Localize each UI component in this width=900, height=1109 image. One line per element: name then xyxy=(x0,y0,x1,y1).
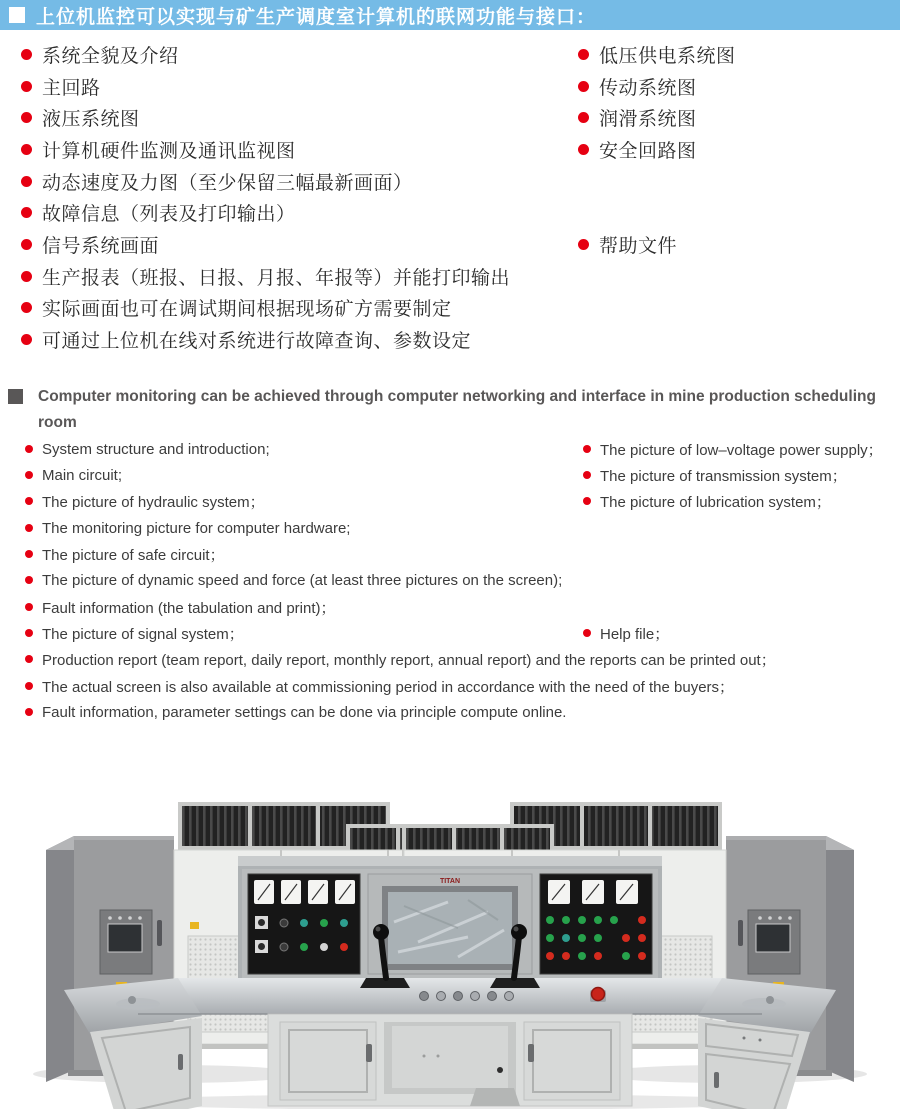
bullet-icon xyxy=(25,655,33,663)
en-list-item: The monitoring picture for computer hardware; xyxy=(25,515,350,541)
bullet-icon xyxy=(21,302,32,313)
bullet-icon xyxy=(25,576,33,584)
cn-list-item: 安全回路图 xyxy=(578,134,697,165)
cn-list-item: 实际画面也可在调试期间根据现场矿方需要制定 xyxy=(21,292,452,323)
indicator-panel-right xyxy=(540,874,652,974)
bullet-icon xyxy=(21,49,32,60)
bullet-icon xyxy=(25,550,33,558)
en-list-item: The picture of low–voltage power supply； xyxy=(583,436,883,462)
cn-list-item: 液压系统图 xyxy=(21,102,140,133)
section-header-en xyxy=(8,384,900,436)
en-list-item: System structure and introduction; xyxy=(25,436,270,462)
cn-list-item: 低压供电系统图 xyxy=(578,39,736,70)
bullet-icon xyxy=(583,445,591,453)
en-list-item: Help file； xyxy=(583,620,669,646)
bullet-icon xyxy=(25,603,33,611)
bullet-icon xyxy=(25,629,33,637)
console-lower-cabinets xyxy=(90,1014,810,1109)
bullet-icon xyxy=(25,497,33,505)
bullet-icon xyxy=(21,112,32,123)
bullet-icon xyxy=(25,682,33,690)
cn-list-item: 传动系统图 xyxy=(578,71,697,102)
en-list-item: The picture of lubrication system； xyxy=(583,488,831,514)
console-screen xyxy=(368,874,532,974)
en-list-item: Fault information, parameter settings can be done via principle compute online. xyxy=(25,699,566,725)
bullet-icon xyxy=(21,207,32,218)
cn-list-item: 主回路 xyxy=(21,71,101,102)
section-title-en: Computer monitoring can be achieved through computer networking and interface in mine production scheduling room xyxy=(38,388,876,431)
section-header-cn xyxy=(0,0,900,30)
en-list-item: The picture of dynamic speed and force (at least three pictures on the screen); xyxy=(25,567,562,593)
bullet-icon xyxy=(25,471,33,479)
emergency-stop-button xyxy=(592,988,605,1001)
bullet-icon xyxy=(583,629,591,637)
bullet-icon xyxy=(583,497,591,505)
bullet-icon xyxy=(578,81,589,92)
console-logo: TITAN xyxy=(439,878,461,885)
bullet-icon xyxy=(21,271,32,282)
bullet-icon xyxy=(25,524,33,532)
header-square-icon xyxy=(9,7,25,23)
cn-list-item: 系统全貌及介绍 xyxy=(21,39,179,70)
en-list-item: Main circuit; xyxy=(25,462,122,488)
bullet-icon xyxy=(578,239,589,250)
bullet-icon xyxy=(25,708,33,716)
cn-list-item: 信号系统画面 xyxy=(21,229,159,260)
en-list-item: The picture of signal system； xyxy=(25,620,244,646)
cn-list-item: 故障信息（列表及打印输出） xyxy=(21,197,296,228)
cn-list-item: 帮助文件 xyxy=(578,229,677,260)
en-list-item: Production report (team report, daily report, monthly report, annual report) and the reports can be printed out； xyxy=(25,646,776,672)
en-list-item: Fault information (the tabulation and print)； xyxy=(25,594,336,620)
bullet-icon xyxy=(578,49,589,60)
en-list-item: The actual screen is also available at commissioning period in accordance with the need of the buyers； xyxy=(25,673,734,699)
control-system-illustration xyxy=(28,772,872,1109)
section-title-cn: 上位机监控可以实现与矿生产调度室计算机的联网功能与接口： xyxy=(36,6,597,28)
bullet-icon xyxy=(21,144,32,155)
console-instrument-panel xyxy=(238,856,662,982)
cn-list-item: 生产报表（班报、日报、月报、年报等）并能打印输出 xyxy=(21,261,510,292)
bullet-icon xyxy=(583,471,591,479)
bullet-icon xyxy=(21,176,32,187)
bullet-icon xyxy=(578,112,589,123)
cn-list-item: 计算机硬件监测及通讯监视图 xyxy=(21,134,296,165)
header-square-icon xyxy=(8,389,23,404)
en-list-item: The picture of transmission system； xyxy=(583,462,847,488)
bullet-icon xyxy=(578,144,589,155)
bullet-icon xyxy=(21,81,32,92)
bullet-icon xyxy=(21,334,32,345)
equipment-photo xyxy=(28,772,872,1109)
cn-list-item: 可通过上位机在线对系统进行故障查询、参数设定 xyxy=(21,324,471,355)
bullet-icon xyxy=(21,239,32,250)
bullet-icon xyxy=(25,445,33,453)
gauge-panel-left xyxy=(248,874,360,974)
en-list-item: The picture of safe circuit； xyxy=(25,541,225,567)
cn-list-item: 动态速度及力图（至少保留三幅最新画面） xyxy=(21,166,413,197)
en-list-item: The picture of hydraulic system； xyxy=(25,488,265,514)
cn-list-item: 润滑系统图 xyxy=(578,102,697,133)
